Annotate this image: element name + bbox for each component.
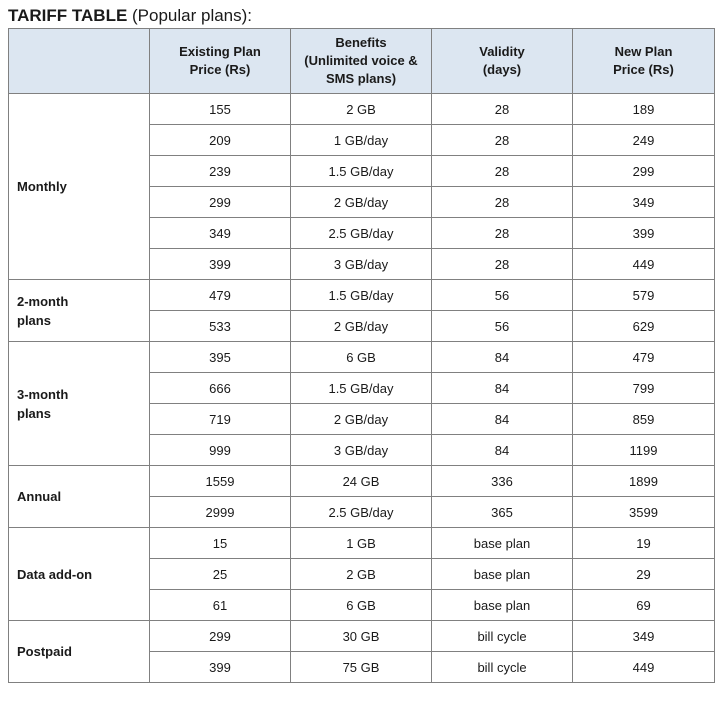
new-price-cell: 69 (573, 590, 715, 621)
validity-cell: 84 (432, 435, 573, 466)
validity-cell: 56 (432, 280, 573, 311)
existing-price-cell: 155 (150, 94, 291, 125)
benefits-cell: 1.5 GB/day (291, 373, 432, 404)
new-price-cell: 1199 (573, 435, 715, 466)
table-row (9, 342, 715, 373)
validity-cell: 336 (432, 466, 573, 497)
benefits-cell: 2.5 GB/day (291, 218, 432, 249)
benefits-cell: 3 GB/day (291, 249, 432, 280)
new-price-cell: 449 (573, 652, 715, 683)
existing-price-cell: 1559 (150, 466, 291, 497)
new-price-cell: 19 (573, 528, 715, 559)
existing-price-cell: 2999 (150, 497, 291, 528)
new-price-cell: 449 (573, 249, 715, 280)
existing-price-cell: 399 (150, 652, 291, 683)
existing-price-cell: 209 (150, 125, 291, 156)
table-row (9, 94, 715, 125)
validity-cell: 28 (432, 187, 573, 218)
benefits-cell: 2 GB/day (291, 311, 432, 342)
benefits-cell: 6 GB (291, 590, 432, 621)
new-price-cell: 629 (573, 311, 715, 342)
title-bold: TARIFF TABLE (8, 6, 128, 25)
benefits-cell: 1.5 GB/day (291, 280, 432, 311)
new-price-cell: 349 (573, 621, 715, 652)
header-existing-price: Existing Plan Price (Rs) (150, 29, 291, 94)
validity-cell: 28 (432, 156, 573, 187)
validity-cell: base plan (432, 590, 573, 621)
existing-price-cell: 25 (150, 559, 291, 590)
benefits-cell: 6 GB (291, 342, 432, 373)
table-row (9, 466, 715, 497)
new-price-cell: 3599 (573, 497, 715, 528)
plan-category-cell: Data add-on (9, 528, 150, 621)
existing-price-cell: 239 (150, 156, 291, 187)
header-category (9, 29, 150, 94)
validity-cell: 28 (432, 125, 573, 156)
existing-price-cell: 666 (150, 373, 291, 404)
table-row (9, 621, 715, 652)
header-validity: Validity (days) (432, 29, 573, 94)
plan-category-cell: 2-month plans (9, 280, 150, 342)
validity-cell: bill cycle (432, 621, 573, 652)
validity-cell: 56 (432, 311, 573, 342)
validity-cell: bill cycle (432, 652, 573, 683)
existing-price-cell: 719 (150, 404, 291, 435)
benefits-cell: 1.5 GB/day (291, 156, 432, 187)
existing-price-cell: 533 (150, 311, 291, 342)
validity-cell: 28 (432, 94, 573, 125)
title-subtitle: (Popular plans): (127, 6, 253, 25)
benefits-cell: 2 GB/day (291, 404, 432, 435)
page-title (8, 6, 252, 26)
existing-price-cell: 299 (150, 621, 291, 652)
benefits-cell: 30 GB (291, 621, 432, 652)
existing-price-cell: 349 (150, 218, 291, 249)
new-price-cell: 479 (573, 342, 715, 373)
benefits-cell: 2 GB (291, 94, 432, 125)
validity-cell: 28 (432, 249, 573, 280)
header-row (9, 29, 715, 94)
plan-category-cell: Annual (9, 466, 150, 528)
benefits-cell: 1 GB/day (291, 125, 432, 156)
validity-cell: 84 (432, 342, 573, 373)
benefits-cell: 1 GB (291, 528, 432, 559)
validity-cell: 28 (432, 218, 573, 249)
benefits-cell: 75 GB (291, 652, 432, 683)
benefits-cell: 2.5 GB/day (291, 497, 432, 528)
table-row (9, 528, 715, 559)
validity-cell: 365 (432, 497, 573, 528)
header-new-price: New Plan Price (Rs) (573, 29, 715, 94)
table-row (9, 280, 715, 311)
existing-price-cell: 61 (150, 590, 291, 621)
new-price-cell: 189 (573, 94, 715, 125)
new-price-cell: 299 (573, 156, 715, 187)
new-price-cell: 1899 (573, 466, 715, 497)
plan-category-cell: 3-month plans (9, 342, 150, 466)
existing-price-cell: 999 (150, 435, 291, 466)
new-price-cell: 399 (573, 218, 715, 249)
tariff-table (8, 28, 715, 683)
validity-cell: base plan (432, 559, 573, 590)
validity-cell: base plan (432, 528, 573, 559)
new-price-cell: 799 (573, 373, 715, 404)
existing-price-cell: 399 (150, 249, 291, 280)
tariff-body (9, 94, 715, 683)
new-price-cell: 29 (573, 559, 715, 590)
validity-cell: 84 (432, 404, 573, 435)
existing-price-cell: 479 (150, 280, 291, 311)
new-price-cell: 859 (573, 404, 715, 435)
plan-category-cell: Postpaid (9, 621, 150, 683)
header-benefits: Benefits (Unlimited voice & SMS plans) (291, 29, 432, 94)
new-price-cell: 249 (573, 125, 715, 156)
benefits-cell: 24 GB (291, 466, 432, 497)
benefits-cell: 2 GB (291, 559, 432, 590)
validity-cell: 84 (432, 373, 573, 404)
benefits-cell: 2 GB/day (291, 187, 432, 218)
existing-price-cell: 15 (150, 528, 291, 559)
plan-category-cell: Monthly (9, 94, 150, 280)
new-price-cell: 349 (573, 187, 715, 218)
existing-price-cell: 299 (150, 187, 291, 218)
existing-price-cell: 395 (150, 342, 291, 373)
benefits-cell: 3 GB/day (291, 435, 432, 466)
new-price-cell: 579 (573, 280, 715, 311)
